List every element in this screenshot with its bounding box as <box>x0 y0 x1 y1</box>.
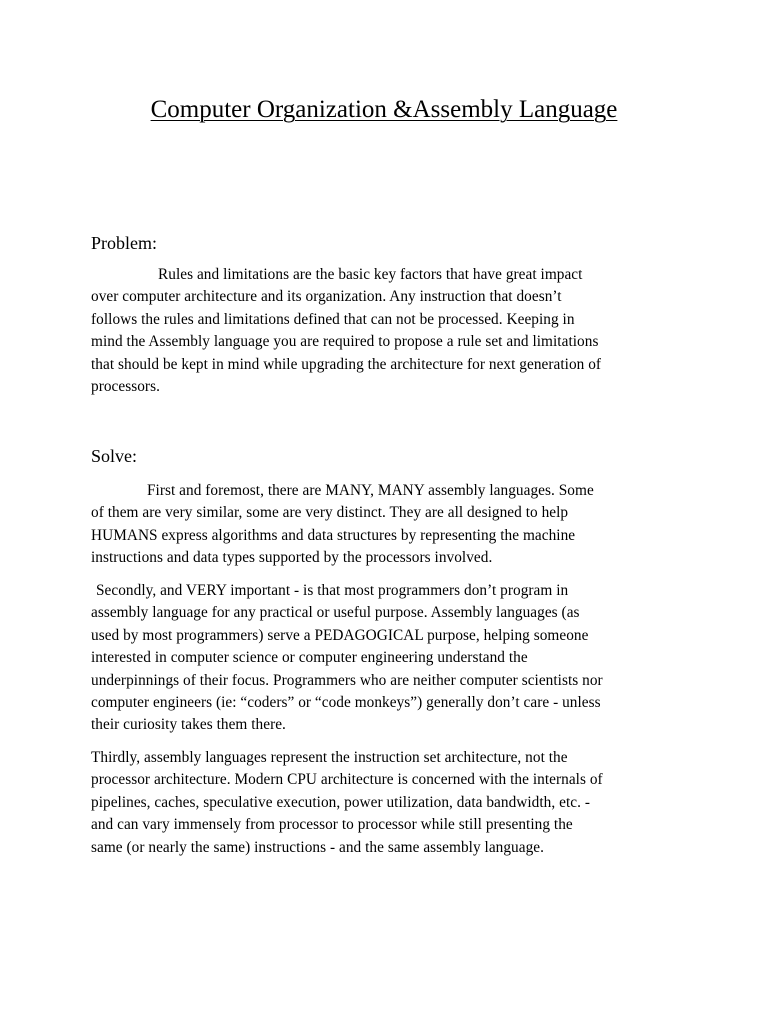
text-line: HUMANS express algorithms and data structures by representing the machine <box>91 526 576 544</box>
text-line: Thirdly, assembly languages represent the instruction set architecture, not the <box>91 749 568 766</box>
text-line: of them are very similar, some are very distinct. They are all designed to help <box>91 504 569 522</box>
solve-heading: Solve: <box>91 446 138 466</box>
text-line: instructions and data types supported by the processors involved. <box>91 549 493 567</box>
solve-paragraph-2 <box>91 580 681 737</box>
text-line: computer engineers (ie: “coders” or “code monkeys”) generally don’t care - unless <box>91 694 601 712</box>
problem-heading: Problem: <box>91 233 157 253</box>
text-line: same (or nearly the same) instructions - and the same assembly language. <box>91 838 545 856</box>
text-line: underpinnings of their focus. Programmers who are neither computer scientists nor <box>91 671 603 689</box>
text-line: and can vary immensely from processor to processor while still presenting the <box>91 816 573 834</box>
text-line: processor architecture. Modern CPU architecture is concerned with the internals of <box>91 771 603 789</box>
text-line: mind the Assembly language you are required to propose a rule set and limitations <box>91 333 599 351</box>
text-line: processors. <box>91 378 160 396</box>
text-line: their curiosity takes them there. <box>91 716 286 734</box>
text-line: Secondly, and VERY important - is that most programmers don’t program in <box>96 582 569 599</box>
text-line: used by most programmers) serve a PEDAGOGICAL purpose, helping someone <box>91 626 589 644</box>
document-title: Computer Organization &Assembly Language <box>150 96 618 123</box>
text-line: First and foremost, there are MANY, MANY assembly languages. Some <box>147 482 594 499</box>
solve-paragraph-3 <box>91 747 681 859</box>
solve-paragraph-1 <box>91 480 681 570</box>
text-line: follows the rules and limitations defined that can not be processed. Keeping in <box>91 310 575 328</box>
problem-paragraph <box>91 264 681 398</box>
text-line: pipelines, caches, speculative execution, power utilization, data bandwidth, etc. - <box>91 793 590 811</box>
text-line: assembly language for any practical or useful purpose. Assembly languages (as <box>91 604 580 622</box>
text-line: over computer architecture and its organization. Any instruction that doesn’t <box>91 288 562 306</box>
text-line: interested in computer science or computer engineering understand the <box>91 649 528 667</box>
text-line: that should be kept in mind while upgrading the architecture for next generation of <box>91 355 602 373</box>
text-line: Rules and limitations are the basic key factors that have great impact <box>158 266 583 283</box>
